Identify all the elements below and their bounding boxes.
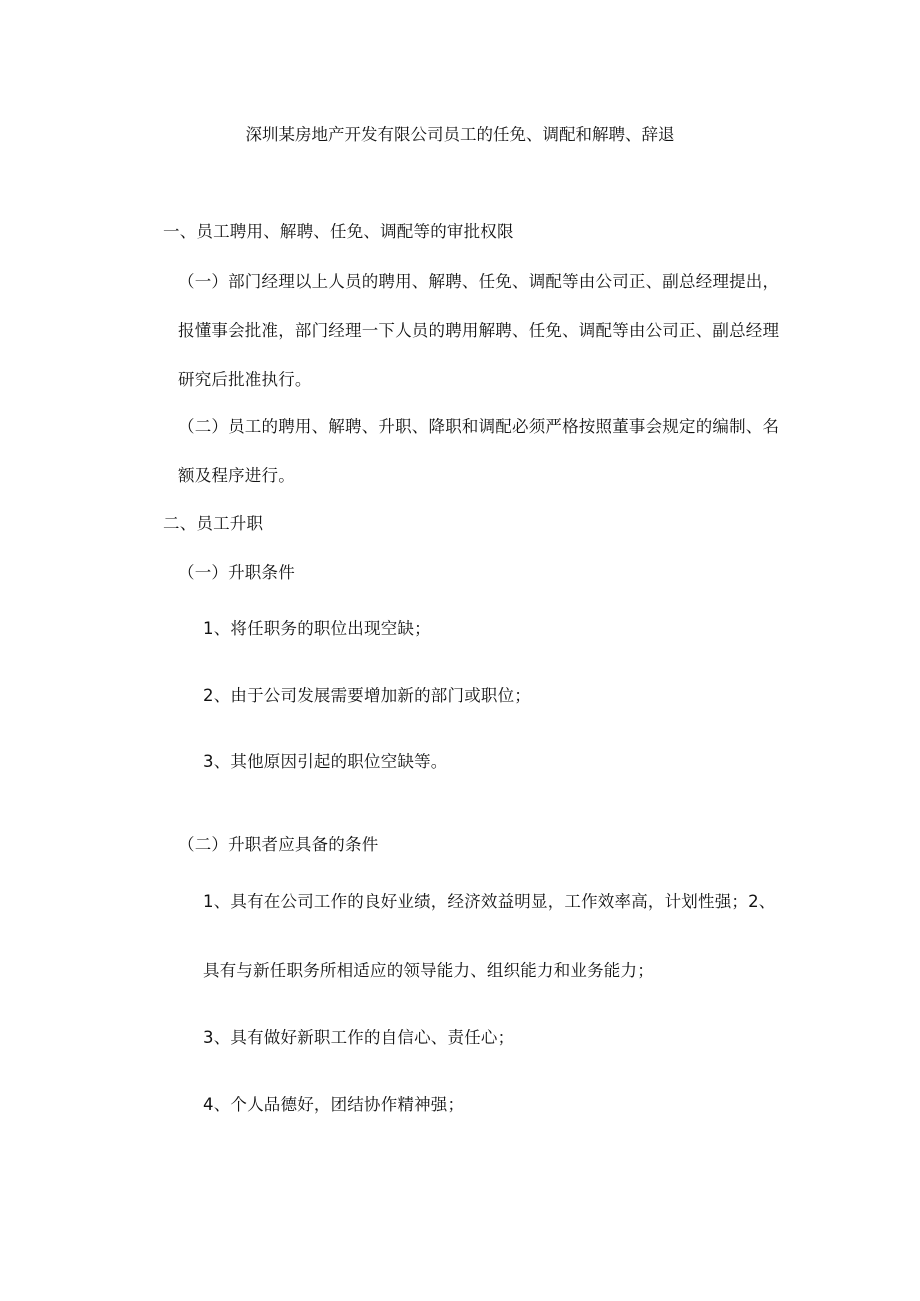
- section-1-item-1-line-3: 研究后批准执行。: [178, 370, 312, 389]
- section-2-sub-2-heading: （二）升职者应具备的条件: [178, 835, 379, 854]
- list-item: 3、其他原因引起的职位空缺等。: [203, 752, 448, 771]
- section-1-item-2-line-1: （二）员工的聘用、解聘、升职、降职和调配必须严格按照董事会规定的编制、名: [178, 417, 780, 436]
- document-title: 深圳某房地产开发有限公司员工的任免、调配和解聘、辞退: [245, 125, 675, 144]
- list-item: 1、将任职务的职位出现空缺；: [203, 619, 431, 638]
- list-item: 3、具有做好新职工作的自信心、责任心；: [203, 1028, 515, 1047]
- section-1-item-2-line-2: 额及程序进行。: [178, 466, 295, 485]
- list-item: 1、具有在公司工作的良好业绩，经济效益明显，工作效率高，计划性强；2、: [203, 892, 776, 911]
- section-1-item-1-line-1: （一）部门经理以上人员的聘用、解聘、任免、调配等由公司正、副总经理提出，: [178, 272, 780, 291]
- section-1-heading: 一、员工聘用、解聘、任免、调配等的审批权限: [163, 222, 514, 241]
- list-item: 2、由于公司发展需要增加新的部门或职位；: [203, 686, 531, 705]
- list-item: 具有与新任职务所相适应的领导能力、组织能力和业务能力；: [203, 961, 654, 980]
- list-item: 4、个人品德好，团结协作精神强；: [203, 1095, 465, 1114]
- section-2-sub-1-heading: （一）升职条件: [178, 563, 295, 582]
- section-1-item-1-line-2: 报懂事会批准，部门经理一下人员的聘用解聘、任免、调配等由公司正、副总经理: [178, 321, 780, 340]
- section-2-heading: 二、员工升职: [163, 514, 264, 533]
